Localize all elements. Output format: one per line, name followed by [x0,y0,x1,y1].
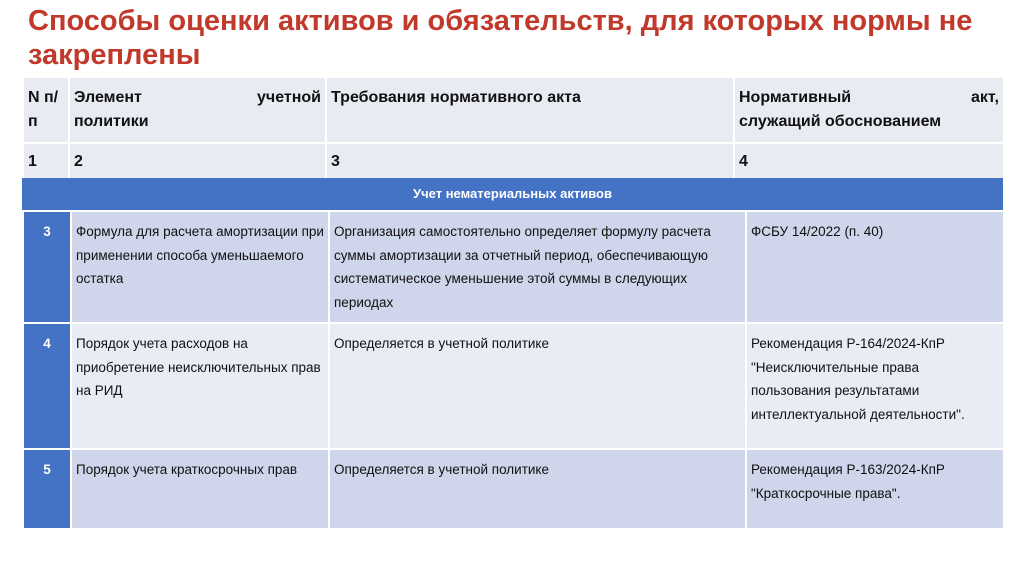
column-number-row [23,143,1004,181]
header-act [734,77,1004,143]
row-number: 5 [23,449,71,529]
row-number: 3 [23,211,71,323]
header-act-word2: акт, [971,89,999,106]
row-element: Порядок учета краткосрочных прав [71,449,329,529]
header-num: N п/п [23,77,69,143]
row-requirement: Определяется в учетной политике [329,449,746,529]
header-element-line2: политики [74,113,149,130]
header-act-line2: служащий обоснованием [739,113,942,130]
table-row [23,449,1004,529]
row-act: Рекомендация Р-163/2024-КпР "Краткосрочные права". [746,449,1004,529]
table-row [23,323,1004,449]
row-act: Рекомендация Р-164/2024-КпР "Неисключительные права пользования результатами интеллектуальной деятельности". [746,323,1004,449]
row-requirement: Определяется в учетной политике [329,323,746,449]
slide-title: Способы оценки активов и обязательств, для которых нормы не закреплены [28,5,973,71]
column-number: 2 [69,143,326,181]
column-number: 1 [23,143,69,181]
header-element-word2: учетной [257,89,321,106]
header-act-word1: Нормативный [739,89,852,106]
header-row [23,77,1004,143]
row-element: Порядок учета расходов на приобретение неисключительных прав на РИД [71,323,329,449]
column-number: 4 [734,143,1004,181]
row-number: 4 [23,323,71,449]
body-table [22,210,1005,530]
table-row [23,211,1004,323]
header-element [69,77,326,143]
row-requirement: Организация самостоятельно определяет формулу расчета суммы амортизации за отчетный период, обеспечивающую систематическое уменьшение этой суммы в следующих периодах [329,211,746,323]
header-element-word1: Элемент [74,89,142,106]
row-element: Формула для расчета амортизации при применении способа уменьшаемого остатка [71,211,329,323]
row-act: ФСБУ 14/2022 (п. 40) [746,211,1004,323]
header-requirement: Требования нормативного акта [326,77,734,143]
header-table [22,76,1005,182]
column-number: 3 [326,143,734,181]
section-header: Учет нематериальных активов [22,178,1003,210]
